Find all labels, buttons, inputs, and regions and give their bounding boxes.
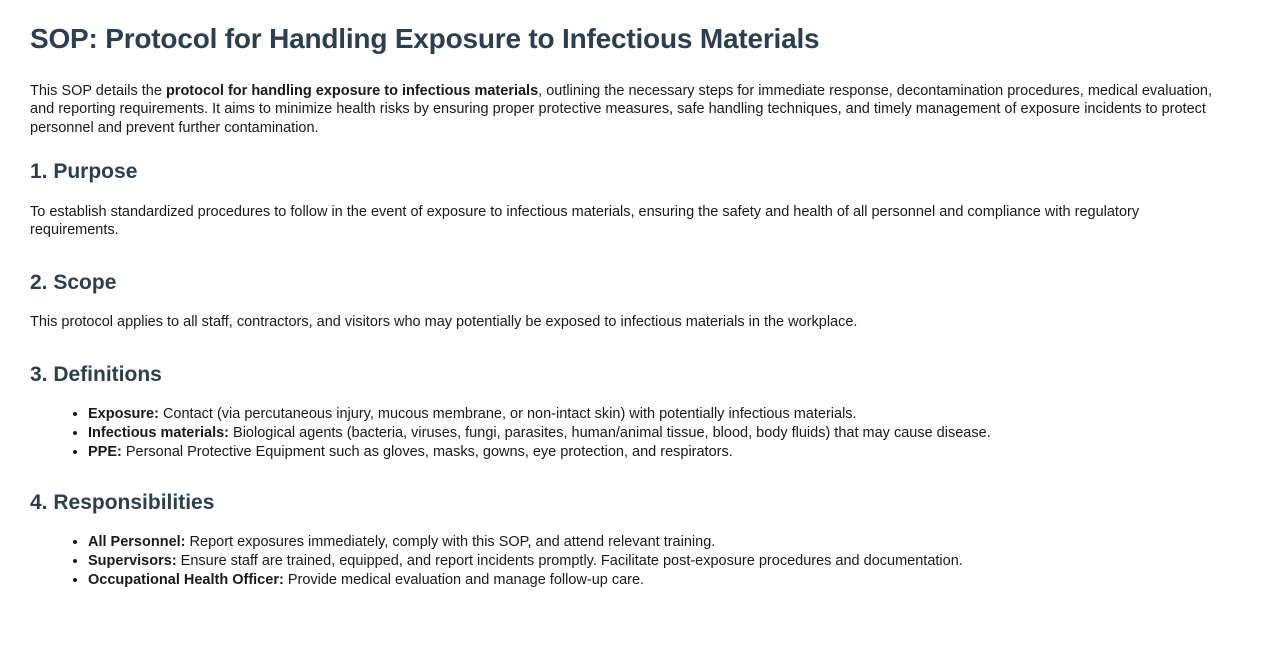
definition-term: Exposure: [88,405,159,422]
responsibility-role: All Personnel: [88,533,186,550]
list-item [88,533,1233,552]
responsibilities-list [30,533,1233,590]
section-text-scope: This protocol applies to all staff, contractors, and visitors who may potentially be exposed to infectious materials in the workplace. [30,313,858,330]
section-text-purpose: To establish standardized procedures to follow in the event of exposure to infectious materials, ensuring the safety and health of all personnel and compliance with regulatory requirements. [30,203,1140,239]
responsibility-text: Provide medical evaluation and manage follow-up care. [283,571,645,588]
responsibility-role: Supervisors: [88,552,177,569]
section-heading-purpose: 1. Purpose [30,160,138,184]
section-heading-scope: 2. Scope [30,270,117,294]
definition-text: Contact (via percutaneous injury, mucous membrane, or non-intact skin) with potentially infectious materials. [158,405,857,422]
list-item [88,405,1233,424]
section-heading-definitions: 3. Definitions [30,362,162,386]
responsibility-role: Occupational Health Officer: [88,571,284,588]
document-intro-paragraph [30,82,1230,138]
section-purpose [30,159,1233,239]
section-definitions [30,362,1233,462]
definitions-list [30,405,1233,462]
section-scope [30,270,1233,332]
definition-term: Infectious materials: [88,424,230,441]
section-responsibilities [30,490,1233,590]
definition-text: Personal Protective Equipment such as gloves, masks, gowns, eye protection, and respirators. [121,443,733,460]
list-item [88,424,1233,443]
list-item [88,571,1233,590]
page-title: SOP: Protocol for Handling Exposure to Infectious Materials [30,23,820,54]
responsibility-text: Ensure staff are trained, equipped, and report incidents promptly. Facilitate post-exposure procedures and documentation. [176,552,963,569]
section-heading-responsibilities: 4. Responsibilities [30,490,215,514]
definition-text: Biological agents (bacteria, viruses, fungi, parasites, human/animal tissue, blood, body fluids) that may cause disease. [229,424,991,441]
list-item [88,443,1233,462]
list-item [88,552,1233,571]
intro-text-bold: protocol for handling exposure to infectious materials [165,82,539,99]
intro-text-part2: , outlining the necessary steps for immediate response, decontamination procedures, medical evaluation, and reporting requirements. It aims to minimize health risks by ensuring proper protective measures, safe handling techniques, and timely management of exposure incidents to protect personnel and prevent further contamination. [30,82,1212,136]
intro-text-part1: This SOP details the [30,82,166,99]
responsibility-text: Report exposures immediately, comply with this SOP, and attend relevant training. [185,533,716,550]
definition-term: PPE: [88,443,122,460]
